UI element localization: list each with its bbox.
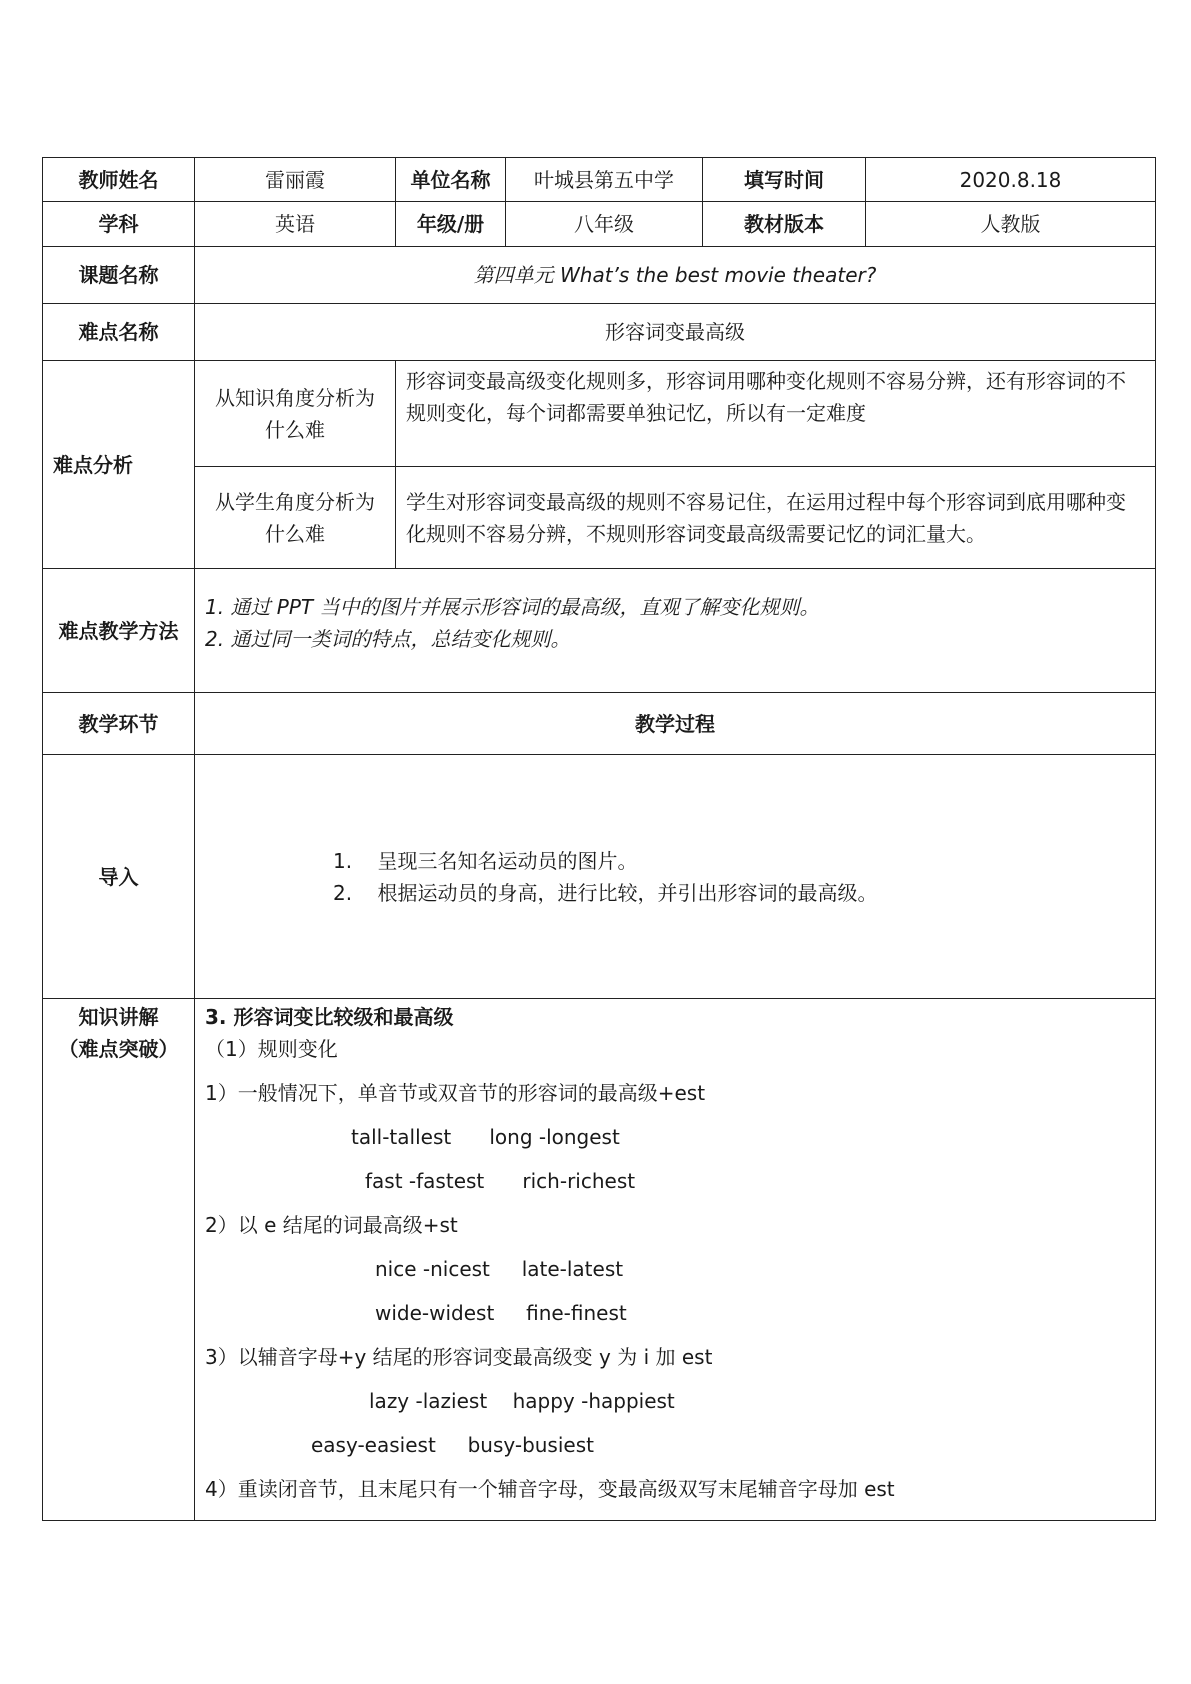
difficulty-value: 形容词变最高级 xyxy=(195,304,1156,361)
rule-1-example: fast -fastest rich-richest xyxy=(365,1169,636,1193)
knowledge-content xyxy=(195,999,1156,1521)
knowledge-heading: 3. 形容词变比较级和最高级 xyxy=(205,1005,454,1029)
difficulty-row xyxy=(43,304,1156,361)
knowledge-label-line: 知识讲解 xyxy=(78,1005,159,1029)
teacher-value: 雷丽霞 xyxy=(195,158,396,202)
edition-label: 教材版本 xyxy=(703,202,866,247)
rule-2-example: nice -nicest late-latest xyxy=(375,1257,624,1281)
intro-row xyxy=(43,755,1156,999)
date-label: 填写时间 xyxy=(703,158,866,202)
method-list xyxy=(195,569,1156,693)
unit-value: 叶城县第五中学 xyxy=(506,158,703,202)
rule-1: 1）一般情况下，单音节或双音节的形容词的最高级+est xyxy=(205,1081,706,1105)
process-stage-label: 教学环节 xyxy=(43,693,195,755)
knowledge-label xyxy=(43,999,195,1521)
knowledge-angle-label: 从知识角度分析为什么难 xyxy=(195,361,396,467)
date-value: 2020.8.18 xyxy=(866,158,1156,202)
analysis-row-2 xyxy=(43,467,1156,569)
rule-4: 4）重读闭音节，且末尾只有一个辅音字母，变最高级双写末尾辅音字母加 est xyxy=(205,1477,895,1501)
method-label: 难点教学方法 xyxy=(43,569,195,693)
intro-label: 导入 xyxy=(43,755,195,999)
topic-value: 第四单元 What’s the best movie theater? xyxy=(195,247,1156,304)
unit-label: 单位名称 xyxy=(396,158,506,202)
grade-value: 八年级 xyxy=(506,202,703,247)
student-angle-label: 从学生角度分析为什么难 xyxy=(195,467,396,569)
rule-1-example: tall-tallest long -longest xyxy=(351,1125,620,1149)
intro-item: 1. 呈现三名知名运动员的图片。 xyxy=(333,848,638,873)
intro-item: 2. 根据运动员的身高，进行比较，并引出形容词的最高级。 xyxy=(333,880,878,905)
teacher-label: 教师姓名 xyxy=(43,158,195,202)
rule-2: 2）以 e 结尾的词最高级+st xyxy=(205,1213,458,1237)
edition-value: 人教版 xyxy=(866,202,1156,247)
process-header-row xyxy=(43,693,1156,755)
rule-3-example: easy-easiest busy-busiest xyxy=(311,1433,594,1457)
method-item: 1. 通过 PPT 当中的图片并展示形容词的最高级，直观了解变化规则。 xyxy=(205,595,820,619)
grade-label: 年级/册 xyxy=(396,202,506,247)
intro-list xyxy=(195,755,1156,999)
process-label: 教学过程 xyxy=(195,693,1156,755)
rule-3-example: lazy -laziest happy -happiest xyxy=(369,1389,675,1413)
analysis-label: 难点分析 xyxy=(43,361,195,569)
difficulty-label: 难点名称 xyxy=(43,304,195,361)
rule-2-example: wide-widest fine-finest xyxy=(375,1301,627,1325)
student-angle-text: 学生对形容词变最高级的规则不容易记住，在运用过程中每个形容词到底用哪种变化规则不容易分辨，不规则形容词变最高级需要记忆的词汇量大。 xyxy=(396,467,1156,569)
knowledge-subheading: （1）规则变化 xyxy=(205,1037,338,1061)
info-row-2 xyxy=(43,202,1156,247)
method-row xyxy=(43,569,1156,693)
method-item: 2. 通过同一类词的特点，总结变化规则。 xyxy=(205,627,571,651)
topic-label: 课题名称 xyxy=(43,247,195,304)
rule-3: 3）以辅音字母+y 结尾的形容词变最高级变 y 为 i 加 est xyxy=(205,1345,713,1369)
knowledge-row xyxy=(43,999,1156,1521)
subject-label: 学科 xyxy=(43,202,195,247)
info-row-1 xyxy=(43,158,1156,202)
knowledge-angle-text: 形容词变最高级变化规则多，形容词用哪种变化规则不容易分辨，还有形容词的不规则变化，每个词都需要单独记忆，所以有一定难度 xyxy=(396,361,1156,467)
topic-row xyxy=(43,247,1156,304)
knowledge-label-line: （难点突破） xyxy=(58,1037,179,1061)
lesson-plan-table xyxy=(42,157,1156,1521)
subject-value: 英语 xyxy=(195,202,396,247)
analysis-row-1 xyxy=(43,361,1156,467)
